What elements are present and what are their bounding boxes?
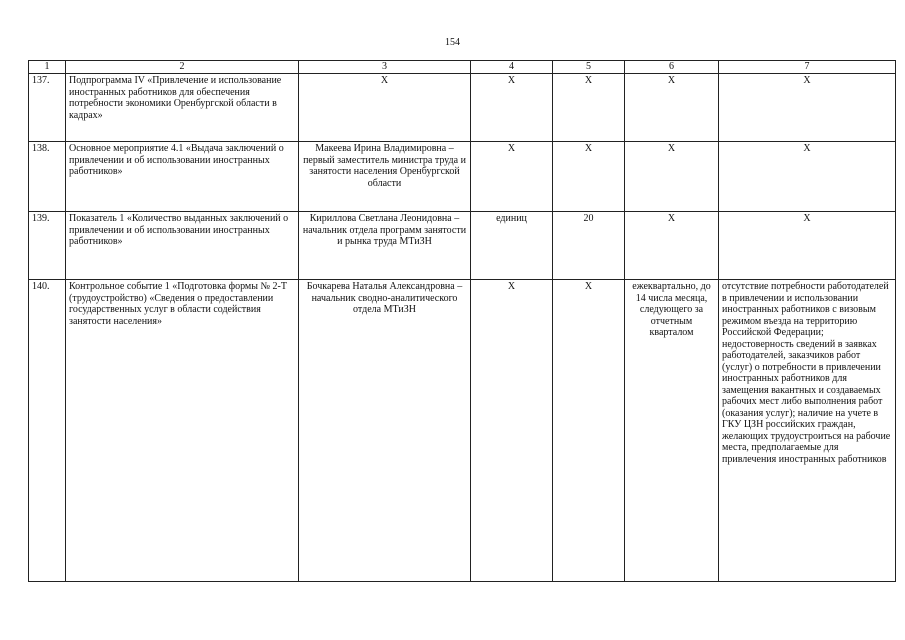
- item-name: Контрольное событие 1 «Подготовка формы № 2-Т (трудоустройство) «Сведения о предоставлении государственных услуг в области содействия занятости населения»: [66, 280, 299, 582]
- row-number: 137.: [29, 74, 66, 142]
- column-header: 3: [299, 61, 471, 74]
- unit-cell: единиц: [471, 212, 553, 280]
- responsible-person: Бочкарева Наталья Александровна – начальник сводно-аналитического отдела МТиЗН: [299, 280, 471, 582]
- item-name: Основное мероприятие 4.1 «Выдача заключений о привлечении и об использовании иностранных работников»: [66, 142, 299, 212]
- row-number: 140.: [29, 280, 66, 582]
- term-cell: X: [625, 74, 719, 142]
- table-row: [29, 142, 896, 212]
- responsible-person: X: [299, 74, 471, 142]
- risk-cell: X: [719, 74, 896, 142]
- page-number: 154: [445, 37, 460, 48]
- responsible-person: Кириллова Светлана Леонидовна – начальник отдела программ занятости и рынка труда МТиЗН: [299, 212, 471, 280]
- responsible-person: Макеева Ирина Владимировна – первый заместитель министра труда и занятости населения Оренбургской области: [299, 142, 471, 212]
- table-row: [29, 212, 896, 280]
- column-header: 7: [719, 61, 896, 74]
- table-row: [29, 74, 896, 142]
- column-header: 6: [625, 61, 719, 74]
- column-number-row: [29, 61, 896, 74]
- risk-cell: X: [719, 212, 896, 280]
- column-header: 2: [66, 61, 299, 74]
- value-cell: X: [553, 74, 625, 142]
- row-number: 139.: [29, 212, 66, 280]
- item-name: Показатель 1 «Количество выданных заключений о привлечении и об использовании иностранных работников»: [66, 212, 299, 280]
- term-cell: X: [625, 212, 719, 280]
- unit-cell: X: [471, 280, 553, 582]
- risk-cell: X: [719, 142, 896, 212]
- term-cell: ежеквартально, до 14 числа месяца, следующего за отчетным кварталом: [625, 280, 719, 582]
- column-header: 1: [29, 61, 66, 74]
- column-header: 4: [471, 61, 553, 74]
- program-table: [28, 60, 896, 582]
- table-row: [29, 280, 896, 582]
- column-header: 5: [553, 61, 625, 74]
- unit-cell: X: [471, 142, 553, 212]
- row-number: 138.: [29, 142, 66, 212]
- risk-cell: отсутствие потребности работодателей в привлечении и использовании иностранных работников с визовым режимом въезда на территорию Российской Федерации; недостоверность сведений в заявках работодателей, заказчиков работ (услуг) о потребности в привлечении иностранных работников для замещения вакантных и создаваемых рабочих мест либо выполнения работ (оказания услуг); наличие на учете в ГКУ ЦЗН российских граждан, желающих трудоустроиться на рабочие места, предполагаемые для привлечения иностранных работников: [719, 280, 896, 582]
- value-cell: 20: [553, 212, 625, 280]
- value-cell: X: [553, 280, 625, 582]
- unit-cell: X: [471, 74, 553, 142]
- item-name: Подпрограмма IV «Привлечение и использование иностранных работников для обеспечения потребности экономики Оренбургской области в кадрах»: [66, 74, 299, 142]
- term-cell: X: [625, 142, 719, 212]
- value-cell: X: [553, 142, 625, 212]
